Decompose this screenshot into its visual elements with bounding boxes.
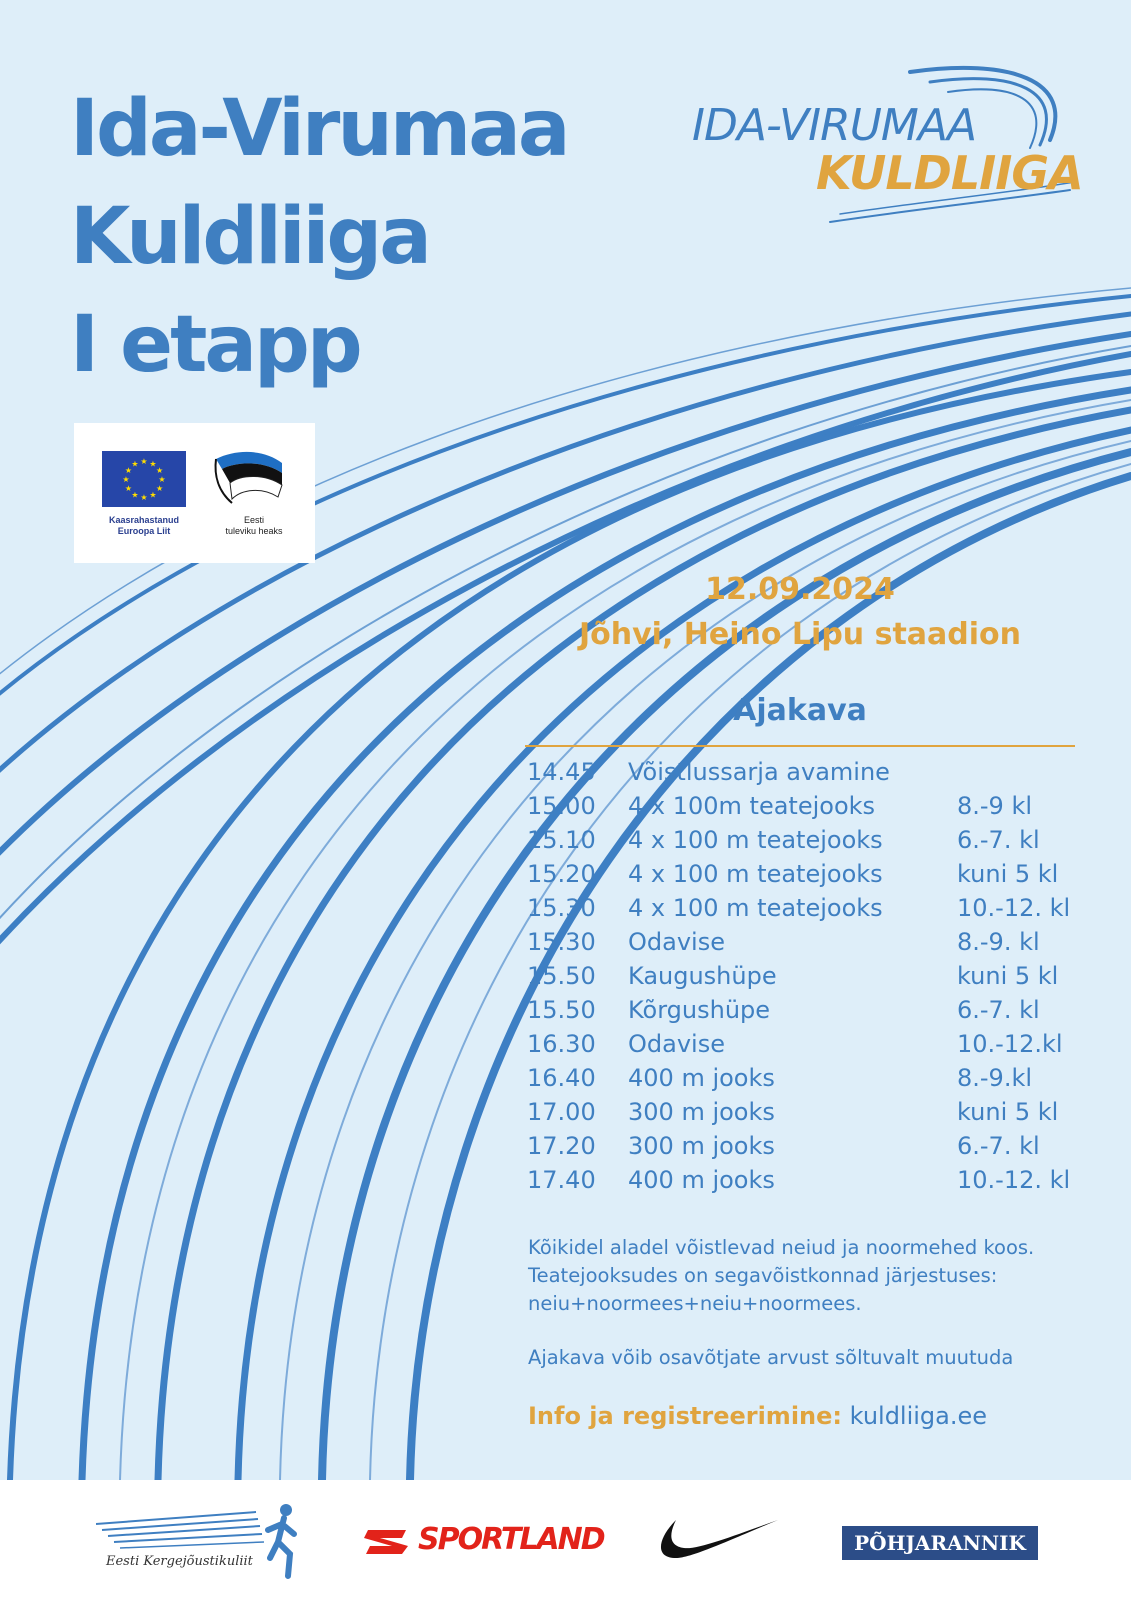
- note-line-4: Ajakava võib osavõtjate arvust sõltuvalt muutuda: [528, 1346, 1014, 1369]
- eu-star-icon: ★: [149, 459, 157, 469]
- runner-icon: [262, 1502, 302, 1582]
- schedule-time: 17.20: [527, 1132, 596, 1160]
- schedule-event: Odavise: [628, 1030, 725, 1058]
- sponsor-bar: [0, 1480, 1131, 1600]
- schedule-row: [527, 1132, 1087, 1166]
- schedule-time: 15.10: [527, 826, 596, 854]
- pohjarannik-logo: PÕHJARANNIK: [842, 1526, 1038, 1560]
- schedule-time: 15.00: [527, 792, 596, 820]
- schedule-time: 16.40: [527, 1064, 596, 1092]
- eu-caption-line-2: Euroopa Liit: [117, 525, 171, 536]
- estonia-flag-wave-icon: [212, 447, 284, 509]
- eu-star-icon: ★: [158, 475, 166, 484]
- schedule-row: [527, 758, 1087, 792]
- schedule-row: [527, 1064, 1087, 1098]
- schedule-class: 10.-12.kl: [957, 1030, 1063, 1058]
- schedule-class: kuni 5 kl: [957, 962, 1059, 990]
- eu-caption-line-1: Kaasrahastanud: [108, 515, 180, 525]
- schedule-event: Kõrgushüpe: [628, 996, 771, 1024]
- schedule-row: [527, 1166, 1087, 1200]
- schedule-event: 4 x 100 m teatejooks: [628, 894, 883, 922]
- sportland-label: SPORTLAND: [418, 1522, 604, 1557]
- eu-caption: [84, 515, 204, 537]
- info-link[interactable]: kuldliiga.ee: [849, 1402, 988, 1430]
- eu-star-icon: ★: [122, 475, 130, 484]
- schedule-event: 400 m jooks: [628, 1064, 775, 1092]
- schedule-class: 10.-12. kl: [957, 894, 1071, 922]
- eu-star-icon: ★: [140, 457, 148, 466]
- schedule-time: 15.50: [527, 962, 596, 990]
- schedule-time: 17.40: [527, 1166, 596, 1194]
- schedule-event: Kaugushüpe: [628, 962, 777, 990]
- schedule-row: [527, 826, 1087, 860]
- eu-star-icon: ★: [131, 459, 139, 469]
- eu-stars: [102, 451, 186, 507]
- schedule-event: 400 m jooks: [628, 1166, 775, 1194]
- logo-text-kuldliiga: KULDLIIGA: [816, 146, 1083, 200]
- schedule-event: Võistlussarja avamine: [628, 758, 890, 786]
- eu-star-icon: ★: [140, 493, 148, 502]
- schedule-time: 15.30: [527, 894, 596, 922]
- schedule-class: 6.-7. kl: [957, 1132, 1040, 1160]
- info-label: Info ja registreerimine:: [528, 1402, 843, 1430]
- page-title-line-1: Ida-Virumaa: [70, 84, 568, 174]
- ee-caption-line-1: Eesti: [243, 515, 264, 525]
- schedule-event: 4 x 100 m teatejooks: [628, 860, 883, 888]
- note-line-2: Teatejooksudes on segavõistkonnad järjestuses:: [528, 1264, 998, 1287]
- schedule-row: [527, 928, 1087, 962]
- sportland-s-icon: [362, 1522, 412, 1562]
- note-line-1: Kõikidel aladel võistlevad neiud ja noormehed koos.: [528, 1236, 1035, 1259]
- schedule-title: Ajakava: [733, 693, 867, 728]
- schedule-event: 300 m jooks: [628, 1132, 775, 1160]
- ekjl-logo: [96, 1494, 306, 1590]
- schedule-row: [527, 860, 1087, 894]
- kuldliiga-logo: [680, 60, 1090, 235]
- eu-star-icon: ★: [124, 466, 132, 475]
- schedule-time: 17.00: [527, 1098, 596, 1126]
- note-line-3: neiu+noormees+neiu+noormees.: [528, 1292, 862, 1315]
- schedule-time: 15.30: [527, 928, 596, 956]
- schedule-class: kuni 5 kl: [957, 860, 1059, 888]
- eu-flag-icon: [102, 451, 186, 507]
- schedule-time: 15.50: [527, 996, 596, 1024]
- event-venue: Jõhvi, Heino Lipu staadion: [578, 617, 1022, 652]
- eu-star-icon: ★: [124, 484, 132, 493]
- logo-text-ida-virumaa: IDA-VIRUMAA: [692, 100, 977, 151]
- schedule-class: 6.-7. kl: [957, 826, 1040, 854]
- schedule-list: [527, 758, 1087, 1200]
- page-title-line-3: I etapp: [70, 300, 360, 390]
- ekjl-label: Eesti Kergejõustikuliit: [106, 1554, 253, 1569]
- schedule-row: [527, 894, 1087, 928]
- nike-swoosh-icon: [654, 1514, 778, 1562]
- schedule-event: 300 m jooks: [628, 1098, 775, 1126]
- schedule-row: [527, 1098, 1087, 1132]
- eu-star-icon: ★: [156, 466, 164, 475]
- schedule-time: 14.45: [527, 758, 596, 786]
- partner-logos-box: [74, 423, 315, 563]
- schedule-row: [527, 962, 1087, 996]
- schedule-divider: [525, 745, 1075, 747]
- eu-star-icon: ★: [149, 490, 157, 500]
- schedule-event: 4 x 100 m teatejooks: [628, 826, 883, 854]
- sportland-logo: [362, 1522, 604, 1562]
- schedule-class: 10.-12. kl: [957, 1166, 1071, 1194]
- schedule-class: 8.-9.kl: [957, 1064, 1033, 1092]
- schedule-time: 16.30: [527, 1030, 596, 1058]
- schedule-class: kuni 5 kl: [957, 1098, 1059, 1126]
- event-date: 12.09.2024: [705, 572, 895, 607]
- ee-caption-line-2: tuleviku heaks: [225, 525, 283, 536]
- schedule-event: Odavise: [628, 928, 725, 956]
- eu-star-icon: ★: [131, 490, 139, 500]
- schedule-row: [527, 792, 1087, 826]
- eu-star-icon: ★: [156, 484, 164, 493]
- schedule-event: 4 x 100m teatejooks: [628, 792, 876, 820]
- schedule-class: 8.-9. kl: [957, 928, 1040, 956]
- info-registration: [528, 1402, 987, 1430]
- page-title-line-2: Kuldliiga: [70, 192, 429, 282]
- schedule-row: [527, 996, 1087, 1030]
- schedule-class: 8.-9 kl: [957, 792, 1033, 820]
- ee-caption: [214, 515, 294, 537]
- schedule-row: [527, 1030, 1087, 1064]
- schedule-time: 15.20: [527, 860, 596, 888]
- schedule-class: 6.-7. kl: [957, 996, 1040, 1024]
